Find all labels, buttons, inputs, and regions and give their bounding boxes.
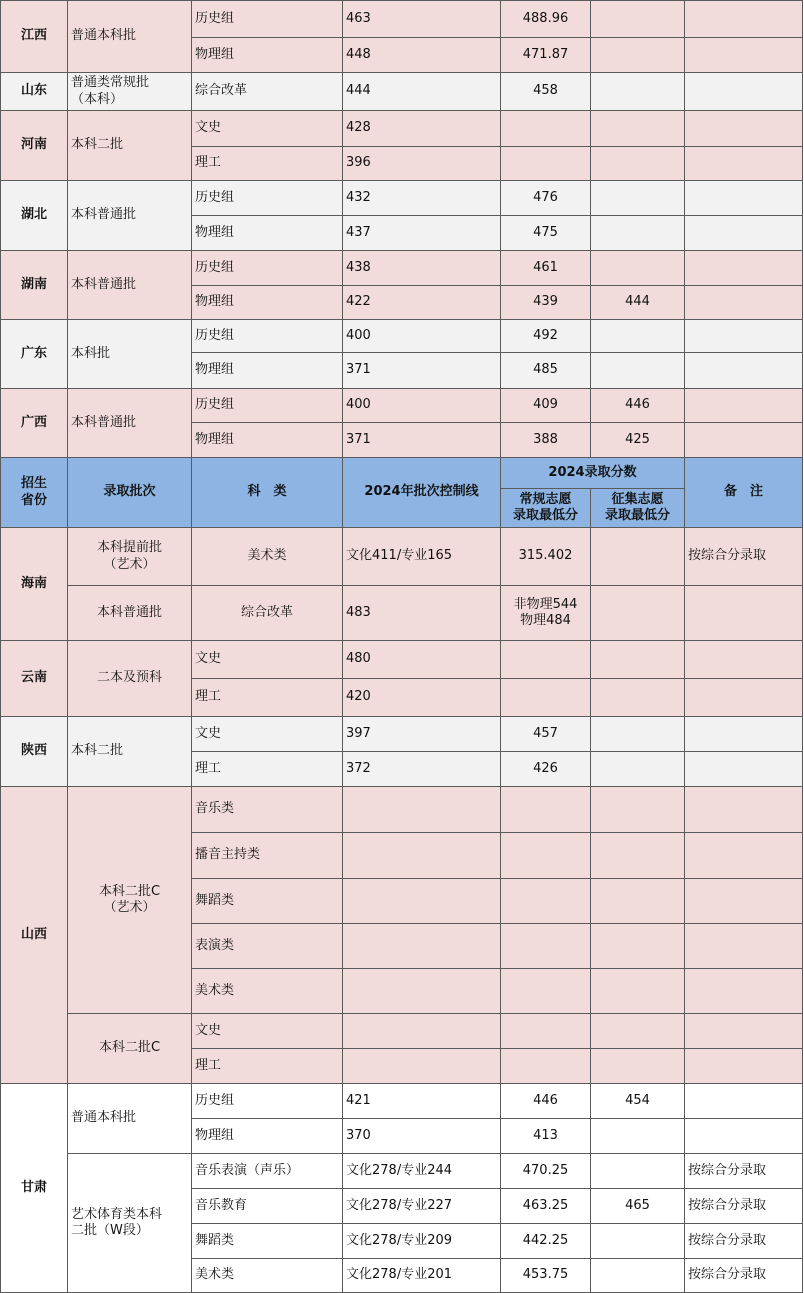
control-line-cell: 421: [342, 1083, 501, 1119]
remark-cell: [684, 678, 803, 717]
control-line-cell: 370: [342, 1118, 501, 1154]
regular-score-cell: [500, 678, 591, 717]
batch-cell: 艺术体育类本科 二批（W段）: [67, 1153, 192, 1293]
remark-cell: [684, 215, 803, 251]
regular-score-cell: 非物理544 物理484: [500, 585, 591, 641]
remark-cell: [684, 72, 803, 111]
remark-cell: [684, 1013, 803, 1049]
remark-cell: 按综合分录取: [684, 1258, 803, 1293]
regular-score-cell: 470.25: [500, 1153, 591, 1189]
solicit-score-cell: 444: [590, 285, 685, 320]
subject-cell: 美术类: [191, 968, 343, 1014]
regular-score-cell: 426: [500, 751, 591, 787]
subject-cell: 历史组: [191, 180, 343, 216]
regular-score-cell: 413: [500, 1118, 591, 1154]
solicit-score-cell: 425: [590, 422, 685, 458]
province-cell: 湖南: [0, 250, 68, 320]
remark-cell: [684, 716, 803, 752]
regular-score-cell: 476: [500, 180, 591, 216]
remark-cell: [684, 640, 803, 679]
subject-cell: 物理组: [191, 215, 343, 251]
province-cell: 广西: [0, 388, 68, 458]
control-line-cell: [342, 1013, 501, 1049]
batch-cell: 本科普通批: [67, 180, 192, 251]
remark-cell: 按综合分录取: [684, 1153, 803, 1189]
solicit-score-cell: [590, 250, 685, 286]
control-line-cell: 文化278/专业244: [342, 1153, 501, 1189]
header-subject: 科 类: [191, 457, 343, 528]
remark-cell: [684, 1048, 803, 1084]
remark-cell: [684, 832, 803, 879]
control-line-cell: 483: [342, 585, 501, 641]
subject-cell: 物理组: [191, 352, 343, 389]
solicit-score-cell: [590, 878, 685, 924]
subject-cell: 综合改革: [191, 72, 343, 111]
remark-cell: [684, 352, 803, 389]
remark-cell: [684, 751, 803, 787]
remark-cell: [684, 110, 803, 147]
solicit-score-cell: [590, 215, 685, 251]
control-line-cell: 432: [342, 180, 501, 216]
remark-cell: 按综合分录取: [684, 1188, 803, 1224]
regular-score-cell: 475: [500, 215, 591, 251]
regular-score-cell: 442.25: [500, 1223, 591, 1259]
regular-score-cell: [500, 786, 591, 833]
batch-cell: 本科普通批: [67, 250, 192, 320]
subject-cell: 历史组: [191, 319, 343, 353]
regular-score-cell: 388: [500, 422, 591, 458]
subject-cell: 物理组: [191, 422, 343, 458]
regular-score-cell: [500, 110, 591, 147]
control-line-cell: [342, 923, 501, 969]
solicit-score-cell: [590, 1258, 685, 1293]
subject-cell: 美术类: [191, 527, 343, 586]
subject-cell: 历史组: [191, 250, 343, 286]
control-line-cell: 463: [342, 0, 501, 38]
batch-cell: 普通本科批: [67, 1083, 192, 1154]
control-line-cell: 428: [342, 110, 501, 147]
batch-cell: 本科提前批 （艺术）: [67, 527, 192, 586]
solicit-score-cell: [590, 319, 685, 353]
batch-cell: 本科二批: [67, 110, 192, 181]
subject-cell: 物理组: [191, 1118, 343, 1154]
solicit-score-cell: [590, 1048, 685, 1084]
solicit-score-cell: [590, 37, 685, 73]
control-line-cell: [342, 878, 501, 924]
solicit-score-cell: 454: [590, 1083, 685, 1119]
control-line-cell: [342, 832, 501, 879]
remark-cell: [684, 37, 803, 73]
regular-score-cell: [500, 1048, 591, 1084]
subject-cell: 表演类: [191, 923, 343, 969]
solicit-score-cell: [590, 968, 685, 1014]
control-line-cell: 371: [342, 422, 501, 458]
control-line-cell: 444: [342, 72, 501, 111]
subject-cell: 历史组: [191, 0, 343, 38]
control-line-cell: 文化278/专业209: [342, 1223, 501, 1259]
remark-cell: [684, 250, 803, 286]
remark-cell: [684, 180, 803, 216]
remark-cell: [684, 923, 803, 969]
remark-cell: [684, 786, 803, 833]
remark-cell: [684, 319, 803, 353]
control-line-cell: 400: [342, 388, 501, 423]
subject-cell: 播音主持类: [191, 832, 343, 879]
control-line-cell: 448: [342, 37, 501, 73]
solicit-score-cell: [590, 110, 685, 147]
batch-cell: 本科二批C: [67, 1013, 192, 1084]
remark-cell: [684, 388, 803, 423]
solicit-score-cell: [590, 146, 685, 181]
solicit-score-cell: [590, 640, 685, 679]
province-cell: 河南: [0, 110, 68, 181]
subject-cell: 理工: [191, 751, 343, 787]
subject-cell: 音乐类: [191, 786, 343, 833]
regular-score-cell: 492: [500, 319, 591, 353]
control-line-cell: 371: [342, 352, 501, 389]
solicit-score-cell: [590, 1013, 685, 1049]
solicit-score-cell: [590, 751, 685, 787]
batch-cell: 本科二批C （艺术）: [67, 786, 192, 1014]
solicit-score-cell: [590, 585, 685, 641]
remark-cell: [684, 1083, 803, 1119]
subject-cell: 理工: [191, 146, 343, 181]
remark-cell: 按综合分录取: [684, 1223, 803, 1259]
batch-cell: 本科二批: [67, 716, 192, 787]
control-line-cell: 438: [342, 250, 501, 286]
subject-cell: 文史: [191, 110, 343, 147]
batch-cell: 本科普通批: [67, 388, 192, 458]
subject-cell: 舞蹈类: [191, 878, 343, 924]
subject-cell: 综合改革: [191, 585, 343, 641]
control-line-cell: 422: [342, 285, 501, 320]
solicit-score-cell: [590, 180, 685, 216]
province-cell: 陕西: [0, 716, 68, 787]
subject-cell: 物理组: [191, 285, 343, 320]
remark-cell: [684, 1118, 803, 1154]
subject-cell: 理工: [191, 1048, 343, 1084]
regular-score-cell: 315.402: [500, 527, 591, 586]
solicit-score-cell: [590, 527, 685, 586]
subject-cell: 文史: [191, 640, 343, 679]
regular-score-cell: [500, 832, 591, 879]
solicit-score-cell: [590, 1153, 685, 1189]
control-line-cell: 437: [342, 215, 501, 251]
header-regular: 常规志愿 录取最低分: [500, 488, 591, 528]
control-line-cell: 396: [342, 146, 501, 181]
control-line-cell: 480: [342, 640, 501, 679]
header-solicit: 征集志愿 录取最低分: [590, 488, 685, 528]
subject-cell: 物理组: [191, 37, 343, 73]
province-cell: 江西: [0, 0, 68, 73]
province-cell: 广东: [0, 319, 68, 389]
regular-score-cell: 485: [500, 352, 591, 389]
province-cell: 山西: [0, 786, 68, 1084]
regular-score-cell: [500, 968, 591, 1014]
subject-cell: 美术类: [191, 1258, 343, 1293]
province-cell: 山东: [0, 72, 68, 111]
solicit-score-cell: [590, 716, 685, 752]
control-line-cell: 文化278/专业227: [342, 1188, 501, 1224]
regular-score-cell: 409: [500, 388, 591, 423]
regular-score-cell: 446: [500, 1083, 591, 1119]
solicit-score-cell: 446: [590, 388, 685, 423]
control-line-cell: 文化411/专业165: [342, 527, 501, 586]
batch-cell: 普通本科批: [67, 0, 192, 73]
batch-cell: 本科批: [67, 319, 192, 389]
regular-score-cell: 461: [500, 250, 591, 286]
control-line-cell: [342, 1048, 501, 1084]
header-batch: 录取批次: [67, 457, 192, 528]
regular-score-cell: [500, 878, 591, 924]
regular-score-cell: [500, 146, 591, 181]
province-cell: 湖北: [0, 180, 68, 251]
control-line-cell: 397: [342, 716, 501, 752]
control-line-cell: 文化278/专业201: [342, 1258, 501, 1293]
regular-score-cell: 457: [500, 716, 591, 752]
control-line-cell: [342, 968, 501, 1014]
header-control-line: 2024年批次控制线: [342, 457, 501, 528]
regular-score-cell: 458: [500, 72, 591, 111]
header-remark: 备 注: [684, 457, 803, 528]
remark-cell: [684, 585, 803, 641]
control-line-cell: [342, 786, 501, 833]
subject-cell: 文史: [191, 716, 343, 752]
solicit-score-cell: [590, 352, 685, 389]
solicit-score-cell: [590, 0, 685, 38]
remark-cell: 按综合分录取: [684, 527, 803, 586]
solicit-score-cell: [590, 72, 685, 111]
regular-score-cell: 471.87: [500, 37, 591, 73]
regular-score-cell: 488.96: [500, 0, 591, 38]
regular-score-cell: 463.25: [500, 1188, 591, 1224]
remark-cell: [684, 878, 803, 924]
remark-cell: [684, 0, 803, 38]
solicit-score-cell: [590, 1223, 685, 1259]
batch-cell: 二本及预科: [67, 640, 192, 717]
remark-cell: [684, 968, 803, 1014]
batch-cell: 普通类常规批 （本科）: [67, 72, 192, 111]
regular-score-cell: 453.75: [500, 1258, 591, 1293]
control-line-cell: 372: [342, 751, 501, 787]
regular-score-cell: 439: [500, 285, 591, 320]
control-line-cell: 420: [342, 678, 501, 717]
solicit-score-cell: [590, 678, 685, 717]
solicit-score-cell: 465: [590, 1188, 685, 1224]
province-cell: 甘肃: [0, 1083, 68, 1293]
subject-cell: 文史: [191, 1013, 343, 1049]
regular-score-cell: [500, 1013, 591, 1049]
solicit-score-cell: [590, 832, 685, 879]
subject-cell: 舞蹈类: [191, 1223, 343, 1259]
subject-cell: 历史组: [191, 1083, 343, 1119]
remark-cell: [684, 146, 803, 181]
solicit-score-cell: [590, 923, 685, 969]
province-cell: 海南: [0, 527, 68, 641]
subject-cell: 历史组: [191, 388, 343, 423]
header-province: 招生 省份: [0, 457, 68, 528]
subject-cell: 音乐表演（声乐）: [191, 1153, 343, 1189]
regular-score-cell: [500, 640, 591, 679]
subject-cell: 音乐教育: [191, 1188, 343, 1224]
solicit-score-cell: [590, 786, 685, 833]
subject-cell: 理工: [191, 678, 343, 717]
header-score-group: 2024录取分数: [500, 457, 685, 489]
remark-cell: [684, 422, 803, 458]
remark-cell: [684, 285, 803, 320]
regular-score-cell: [500, 923, 591, 969]
province-cell: 云南: [0, 640, 68, 717]
solicit-score-cell: [590, 1118, 685, 1154]
control-line-cell: 400: [342, 319, 501, 353]
batch-cell: 本科普通批: [67, 585, 192, 641]
